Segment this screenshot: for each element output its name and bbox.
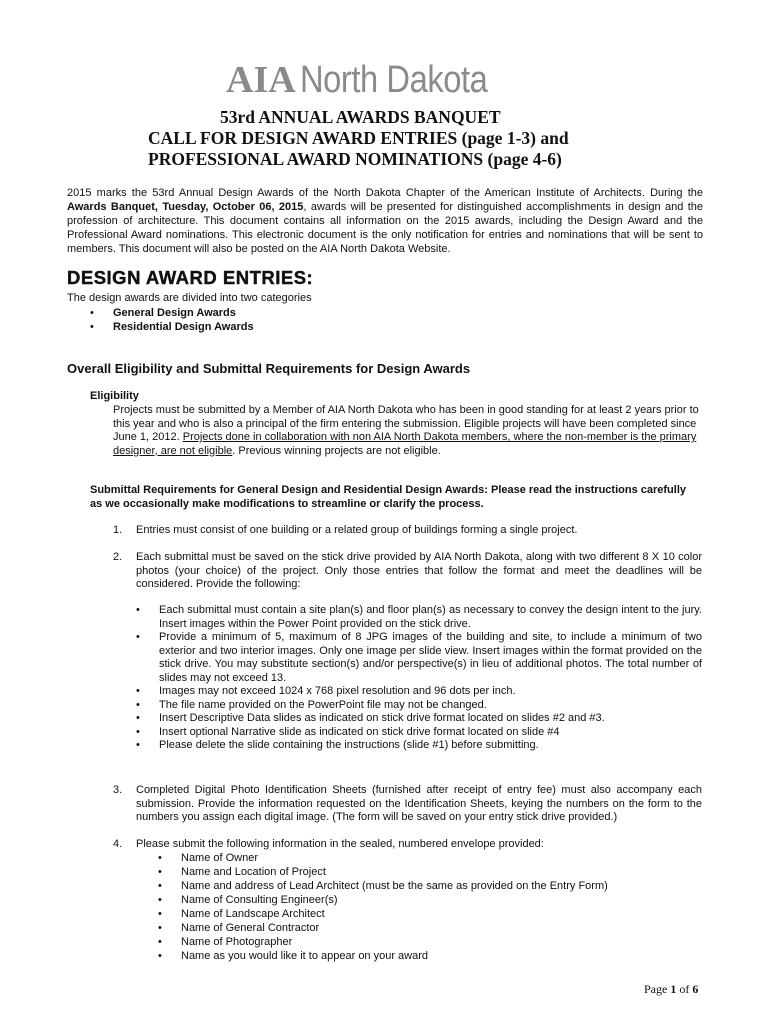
design-award-entries-heading: DESIGN AWARD ENTRIES: [67, 267, 314, 288]
of-label: of [679, 982, 690, 996]
item-4-bullet-text: Name of General Contractor [181, 922, 320, 934]
item-4-bullet-text: Name of Owner [181, 852, 259, 864]
item-2-text: Each submittal must be saved on the stick drive provided by AIA North Dakota, along with two different 8 X 10 color photos (your choice) of the project. Only those entries that follow the format and meet the deadlines will be considered. Provide the following: [136, 551, 702, 590]
eligibility-text-2: . Previous winning projects are not eligible. [232, 444, 441, 457]
intro-paragraph [67, 186, 703, 256]
bullet-icon: • [158, 880, 162, 892]
list-item [158, 921, 678, 935]
bullet-icon: • [158, 936, 162, 948]
current-page-number: 1 [670, 982, 677, 996]
overall-eligibility-heading: Overall Eligibility and Submittal Requirements for Design Awards [67, 361, 471, 376]
list-item [136, 699, 702, 713]
item-2-bullet-text: Insert Descriptive Data slides as indicated on stick drive format located on slides #2 and #3. [159, 712, 605, 724]
title-line-1: 53rd ANNUAL AWARDS BANQUET [220, 107, 501, 127]
document-title-block [148, 107, 569, 170]
list-item [158, 865, 678, 879]
list-item [158, 907, 678, 921]
submittal-requirements-heading: Submittal Requirements for General Design and Residential Design Awards: Please read the instructions carefully as we occasionally make modifications to streamline or clarify the process. [90, 484, 686, 510]
page-label: Page [644, 982, 668, 996]
categories-intro: The design awards are divided into two categories [67, 292, 312, 304]
item-2-bullet-text: The file name provided on the PowerPoint file may not be changed. [159, 698, 487, 711]
eligibility-paragraph [113, 404, 705, 458]
total-page-count: 6 [692, 982, 699, 996]
bullet-icon: • [158, 866, 162, 878]
list-item [90, 320, 254, 334]
item-2-bullet-list [136, 604, 702, 753]
bullet-icon: • [136, 725, 140, 738]
item-1-number: 1. [113, 524, 123, 536]
bullet-icon: • [136, 685, 140, 697]
bullet-icon: • [136, 631, 140, 643]
list-item [136, 739, 702, 753]
item-2-bullet-text: Insert optional Narrative slide as indicated on stick drive format located on slide #4 [159, 725, 560, 738]
list-item [136, 631, 702, 685]
bullet-icon: • [90, 307, 94, 319]
item-3-text: Completed Digital Photo Identification Sheets (furnished after receipt of entry fee) must also accompany each submission. Provide the information requested on the Identification Sheets, keying the numbers on the form to the numbers you assign each digital image. (The form will be saved on your entry stick drive provided.) [136, 784, 702, 823]
category-residential: Residential Design Awards [113, 321, 254, 333]
category-general: General Design Awards [113, 307, 236, 319]
item-3-number: 3. [113, 784, 123, 796]
eligibility-heading: Eligibility [90, 390, 139, 402]
list-item [90, 306, 254, 320]
bullet-icon: • [136, 698, 140, 711]
item-2-bullet-text: Images may not exceed 1024 x 768 pixel resolution and 96 dots per inch. [159, 685, 516, 697]
bullet-icon: • [158, 922, 162, 934]
title-line-3: PROFESSIONAL AWARD NOMINATIONS (page 4-6) [148, 149, 562, 169]
logo-aia-text: AIA [226, 59, 296, 101]
item-4-text: Please submit the following information in the sealed, numbered envelope provided: [136, 838, 544, 850]
item-1-text: Entries must consist of one building or a related group of buildings forming a single project. [136, 524, 578, 536]
list-item [136, 712, 702, 726]
list-item [158, 949, 678, 963]
intro-banquet-date: Awards Banquet, Tuesday, October 06, 2015 [67, 201, 304, 213]
bullet-icon: • [136, 712, 140, 724]
page-number-footer [644, 982, 698, 997]
item-4-bullet-text: Name of Landscape Architect [181, 908, 325, 920]
bullet-icon: • [158, 894, 162, 906]
list-item [136, 726, 702, 740]
title-line-2: CALL FOR DESIGN AWARD ENTRIES (page 1-3) and [148, 128, 569, 148]
item-4-bullet-text: Name as you would like it to appear on your award [181, 950, 429, 962]
eligibility-text-1: Projects must be submitted by a Member of AIA North Dakota who has been in good standing for at least 2 years prior to this year and who is also a principal of the firm entering the submission. Eligible projects will have been completed since June 1, 2012. [113, 404, 699, 443]
list-item [136, 685, 702, 699]
categories-list [90, 306, 254, 334]
item-4-number: 4. [113, 838, 123, 850]
item-4-bullet-list [158, 851, 678, 963]
bullet-icon: • [90, 321, 94, 333]
list-item [158, 851, 678, 865]
item-2-bullet-text: Each submittal must contain a site plan(s) and floor plan(s) as necessary to convey the design intent to the jury. Insert images within the Power Point provided on the stick drive. [159, 604, 702, 630]
aia-north-dakota-logo [226, 58, 518, 102]
item-2-bullet-text: Provide a minimum of 5, maximum of 8 JPG images of the building and site, to include a minimum of two exterior and two interior images. Only one image per slide view. Insert images within the format provided on the stick drive. You may substitute section(s) and/or perspective(s) in lieu of additional photos. The total number of slides may not exceed 13. [159, 631, 702, 684]
intro-text-2: , awards will be presented for distinguished accomplishments in design and the profession of architecture. This document contains all information on the 2015 awards, including the Design Award and the Professional Award nominations. This electronic document is the only notification for entries and nominations that will be sent to members. This document will also be posted on the AIA North Dakota Website. [67, 201, 703, 255]
eligibility-collaboration-note: Projects done in collaboration with non AIA North Dakota members, where the non-member is the primary designer, are not eligible [113, 431, 697, 457]
item-2-bullet-text: Please delete the slide containing the instructions (slide #1) before submitting. [159, 739, 539, 751]
bullet-icon: • [158, 950, 162, 962]
logo-north-dakota-text: North Dakota [299, 59, 488, 101]
item-4-bullet-text: Name of Consulting Engineer(s) [181, 894, 338, 906]
list-item [158, 893, 678, 907]
item-4-bullet-text: Name and Location of Project [181, 866, 326, 878]
item-4-bullet-text: Name and address of Lead Architect (must be the same as provided on the Entry Form) [181, 880, 608, 892]
item-2-number: 2. [113, 551, 123, 563]
bullet-icon: • [158, 908, 162, 920]
list-item [136, 604, 702, 631]
bullet-icon: • [136, 604, 140, 616]
list-item [158, 935, 678, 949]
list-item [158, 879, 678, 893]
bullet-icon: • [136, 739, 140, 751]
item-4-bullet-text: Name of Photographer [181, 936, 293, 948]
intro-text-1: 2015 marks the 53rd Annual Design Awards of the North Dakota Chapter of the American Institute of Architects. During the [67, 187, 703, 199]
bullet-icon: • [158, 852, 162, 864]
